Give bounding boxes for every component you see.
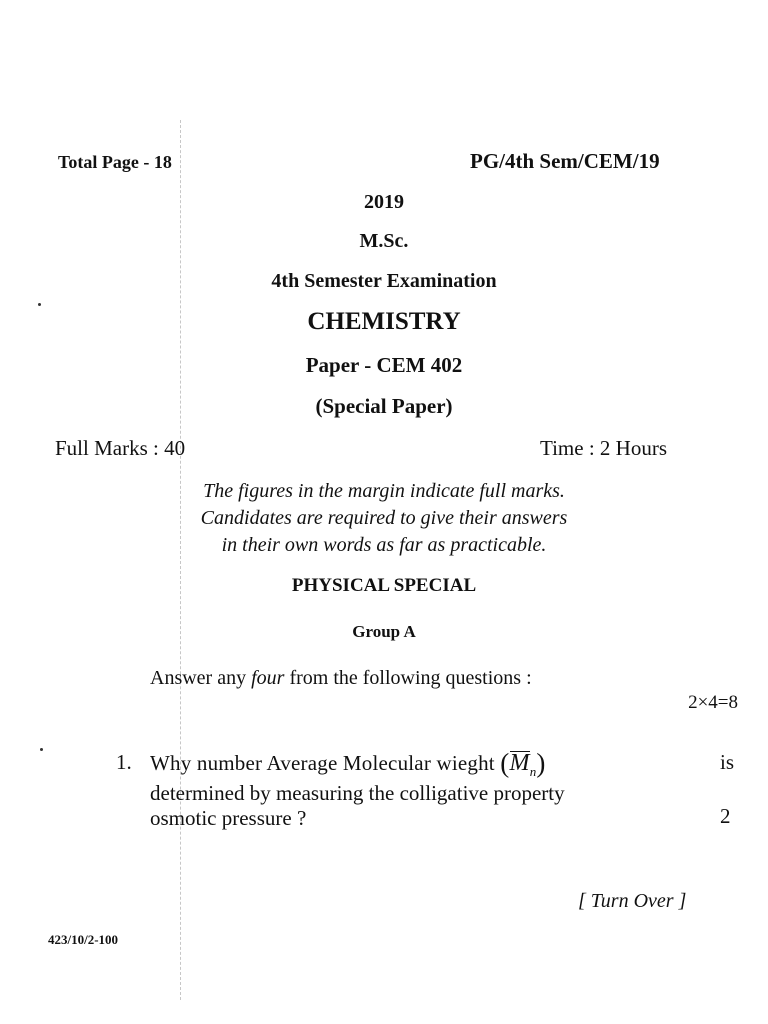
paper-type: (Special Paper)	[315, 394, 453, 418]
semester-exam: 4th Semester Examination	[271, 270, 497, 292]
question-text-end: is	[720, 750, 735, 774]
subject-title: CHEMISTRY	[307, 308, 461, 335]
molecular-weight-symbol: $M_n$	[509, 750, 537, 779]
question-text: Why number Average Molecular wieght	[150, 751, 495, 775]
instruction-emphasis: four	[251, 667, 285, 689]
question-marks: 2	[720, 804, 731, 828]
group-title: Group A	[352, 622, 416, 641]
exam-time: Time : 2 Hours	[540, 436, 667, 460]
instruction-line: Candidates are required to give their answers	[200, 507, 568, 529]
print-code: 423/10/2-100	[48, 932, 119, 947]
instruction-line: in their own words as far as practicable.	[221, 534, 547, 556]
instruction-line: The figures in the margin indicate full marks.	[203, 480, 565, 502]
exam-year: 2019	[364, 191, 404, 213]
degree: M.Sc.	[359, 230, 409, 252]
total-page-label: Total Page - 18	[58, 152, 172, 172]
section-title: PHYSICAL SPECIAL	[291, 575, 477, 596]
instruction-suffix: from the following questions :	[289, 667, 532, 689]
paper-name: Paper - CEM 402	[305, 353, 463, 377]
scan-speck	[40, 748, 43, 751]
question-line: Why number Average Molecular wieght ( $M_n$)	[150, 748, 546, 779]
turn-over: [ Turn Over ]	[578, 890, 687, 912]
group-instruction	[150, 667, 532, 690]
paper-code: PG/4th Sem/CEM/19	[470, 149, 660, 173]
marks-scheme: 2×4=8	[688, 692, 738, 713]
instruction-prefix: Answer any	[150, 667, 247, 689]
full-marks: Full Marks : 40	[55, 436, 186, 460]
question-number: 1.	[116, 750, 132, 774]
question-line: determined by measuring the colligative property	[150, 781, 565, 805]
scan-speck	[38, 303, 41, 306]
question-line: osmotic pressure ?	[150, 806, 307, 830]
